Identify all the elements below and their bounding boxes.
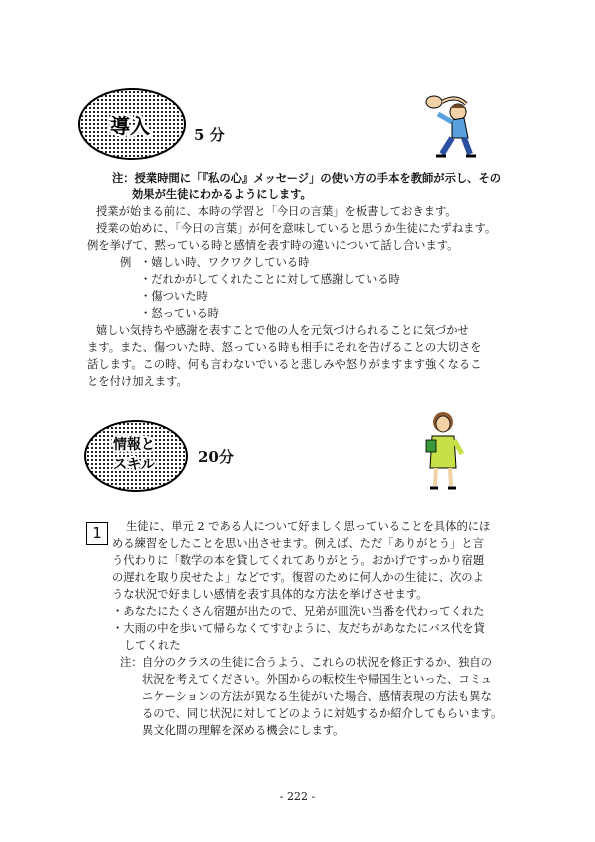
intro-note-line-1: 注：授業時間に「『私の心』メッセージ」の使い方の手本を教師が示し、その: [112, 171, 502, 185]
section-skills-title-line-2: スキル: [113, 457, 155, 473]
intro-closing-line: とを付け加えます。: [87, 375, 188, 388]
example-item: ・怒っている時: [140, 307, 220, 320]
skills-body-line: うな状況で好ましい感情を表す具体的な方法を挙げさせます。: [112, 588, 428, 601]
skills-body-line: う代わりに「数学の本を貸してくれてありがとう。おかげですっかり宿題: [112, 554, 485, 567]
section-skills-time: 20分: [198, 448, 234, 466]
skills-body-line: 生徒に、単元 2 である人について好ましく思っていることを具体的にほ: [126, 520, 491, 533]
intro-paragraph-2: 授業の始めに、「今日の言葉」が何を意味していると思うか生徒にたずねます。: [96, 222, 497, 235]
stretching-person-illustration: [412, 88, 484, 160]
intro-closing-line: 嬉しい気持ちや感謝を表すことで他の人を元気づけられることに気づかせ: [96, 324, 469, 337]
example-item: ・嬉しい時、ワクワクしている時: [140, 256, 310, 269]
example-item: ・だれかがしてくれたことに対して感謝している時: [140, 273, 400, 286]
intro-closing-line: ます。また、傷ついた時、怒っている時も相手にそれを告げることの大切さを: [87, 341, 482, 354]
intro-paragraph-3: 例を挙げて、黙っている時と感情を表す時の違いについて話し合います。: [87, 239, 459, 252]
intro-note-line-2: 効果が生徒にわかるようにします。: [132, 187, 312, 201]
skills-body-line: める練習をしたことを思い出させます。例えば、ただ「ありがとう」と言: [112, 537, 484, 550]
skills-body-line: の遅れを取り戻せたよ」などです。復習のために何人かの生徒に、次のよ: [112, 571, 484, 584]
skills-note-line: るので、同じ状況に対してどのように対処するか紹介してもらいます。: [142, 707, 503, 720]
skills-note-line: 自分のクラスの生徒に合うよう、これらの状況を修正するか、独自の: [142, 656, 492, 669]
example-label: 例: [120, 256, 132, 269]
skills-note-line: ニケーションの方法が異なる生徒がいた場合、感情表現の方法も異な: [142, 690, 492, 703]
section-skills-title-line-1: 情報と: [113, 437, 155, 453]
example-item: ・傷ついた時: [140, 290, 208, 303]
page-number: - 222 -: [279, 790, 316, 803]
intro-paragraph-1: 授業が始まる前に、本時の学習と「今日の言葉」を板書しておきます。: [96, 205, 457, 218]
step-number-box: 1: [86, 522, 108, 545]
skills-note-line: 状況を考えてください。外国からの転校生や帰国生といった、コミュ: [142, 673, 492, 686]
intro-closing-line: 話します。この時、何も言わないでいると悲しみや怒りがますます強くなるこ: [87, 358, 482, 371]
section-intro-time: 5 分: [194, 126, 225, 144]
skills-note-label: 注：: [120, 656, 143, 669]
skills-note-line: 異文化間の理解を深める機会にします。: [142, 724, 345, 737]
teacher-with-book-illustration: [418, 410, 468, 492]
skills-bullet: ・大雨の中を歩いて帰らなくてすむように、友だちがあなたにバス代を貸: [112, 622, 485, 635]
skills-bullet-continuation: してくれた: [124, 639, 181, 652]
skills-bullet: ・あなたにたくさん宿題が出たので、兄弟が皿洗い当番を代わってくれた: [112, 605, 485, 618]
section-intro-title: 導入: [110, 114, 150, 138]
